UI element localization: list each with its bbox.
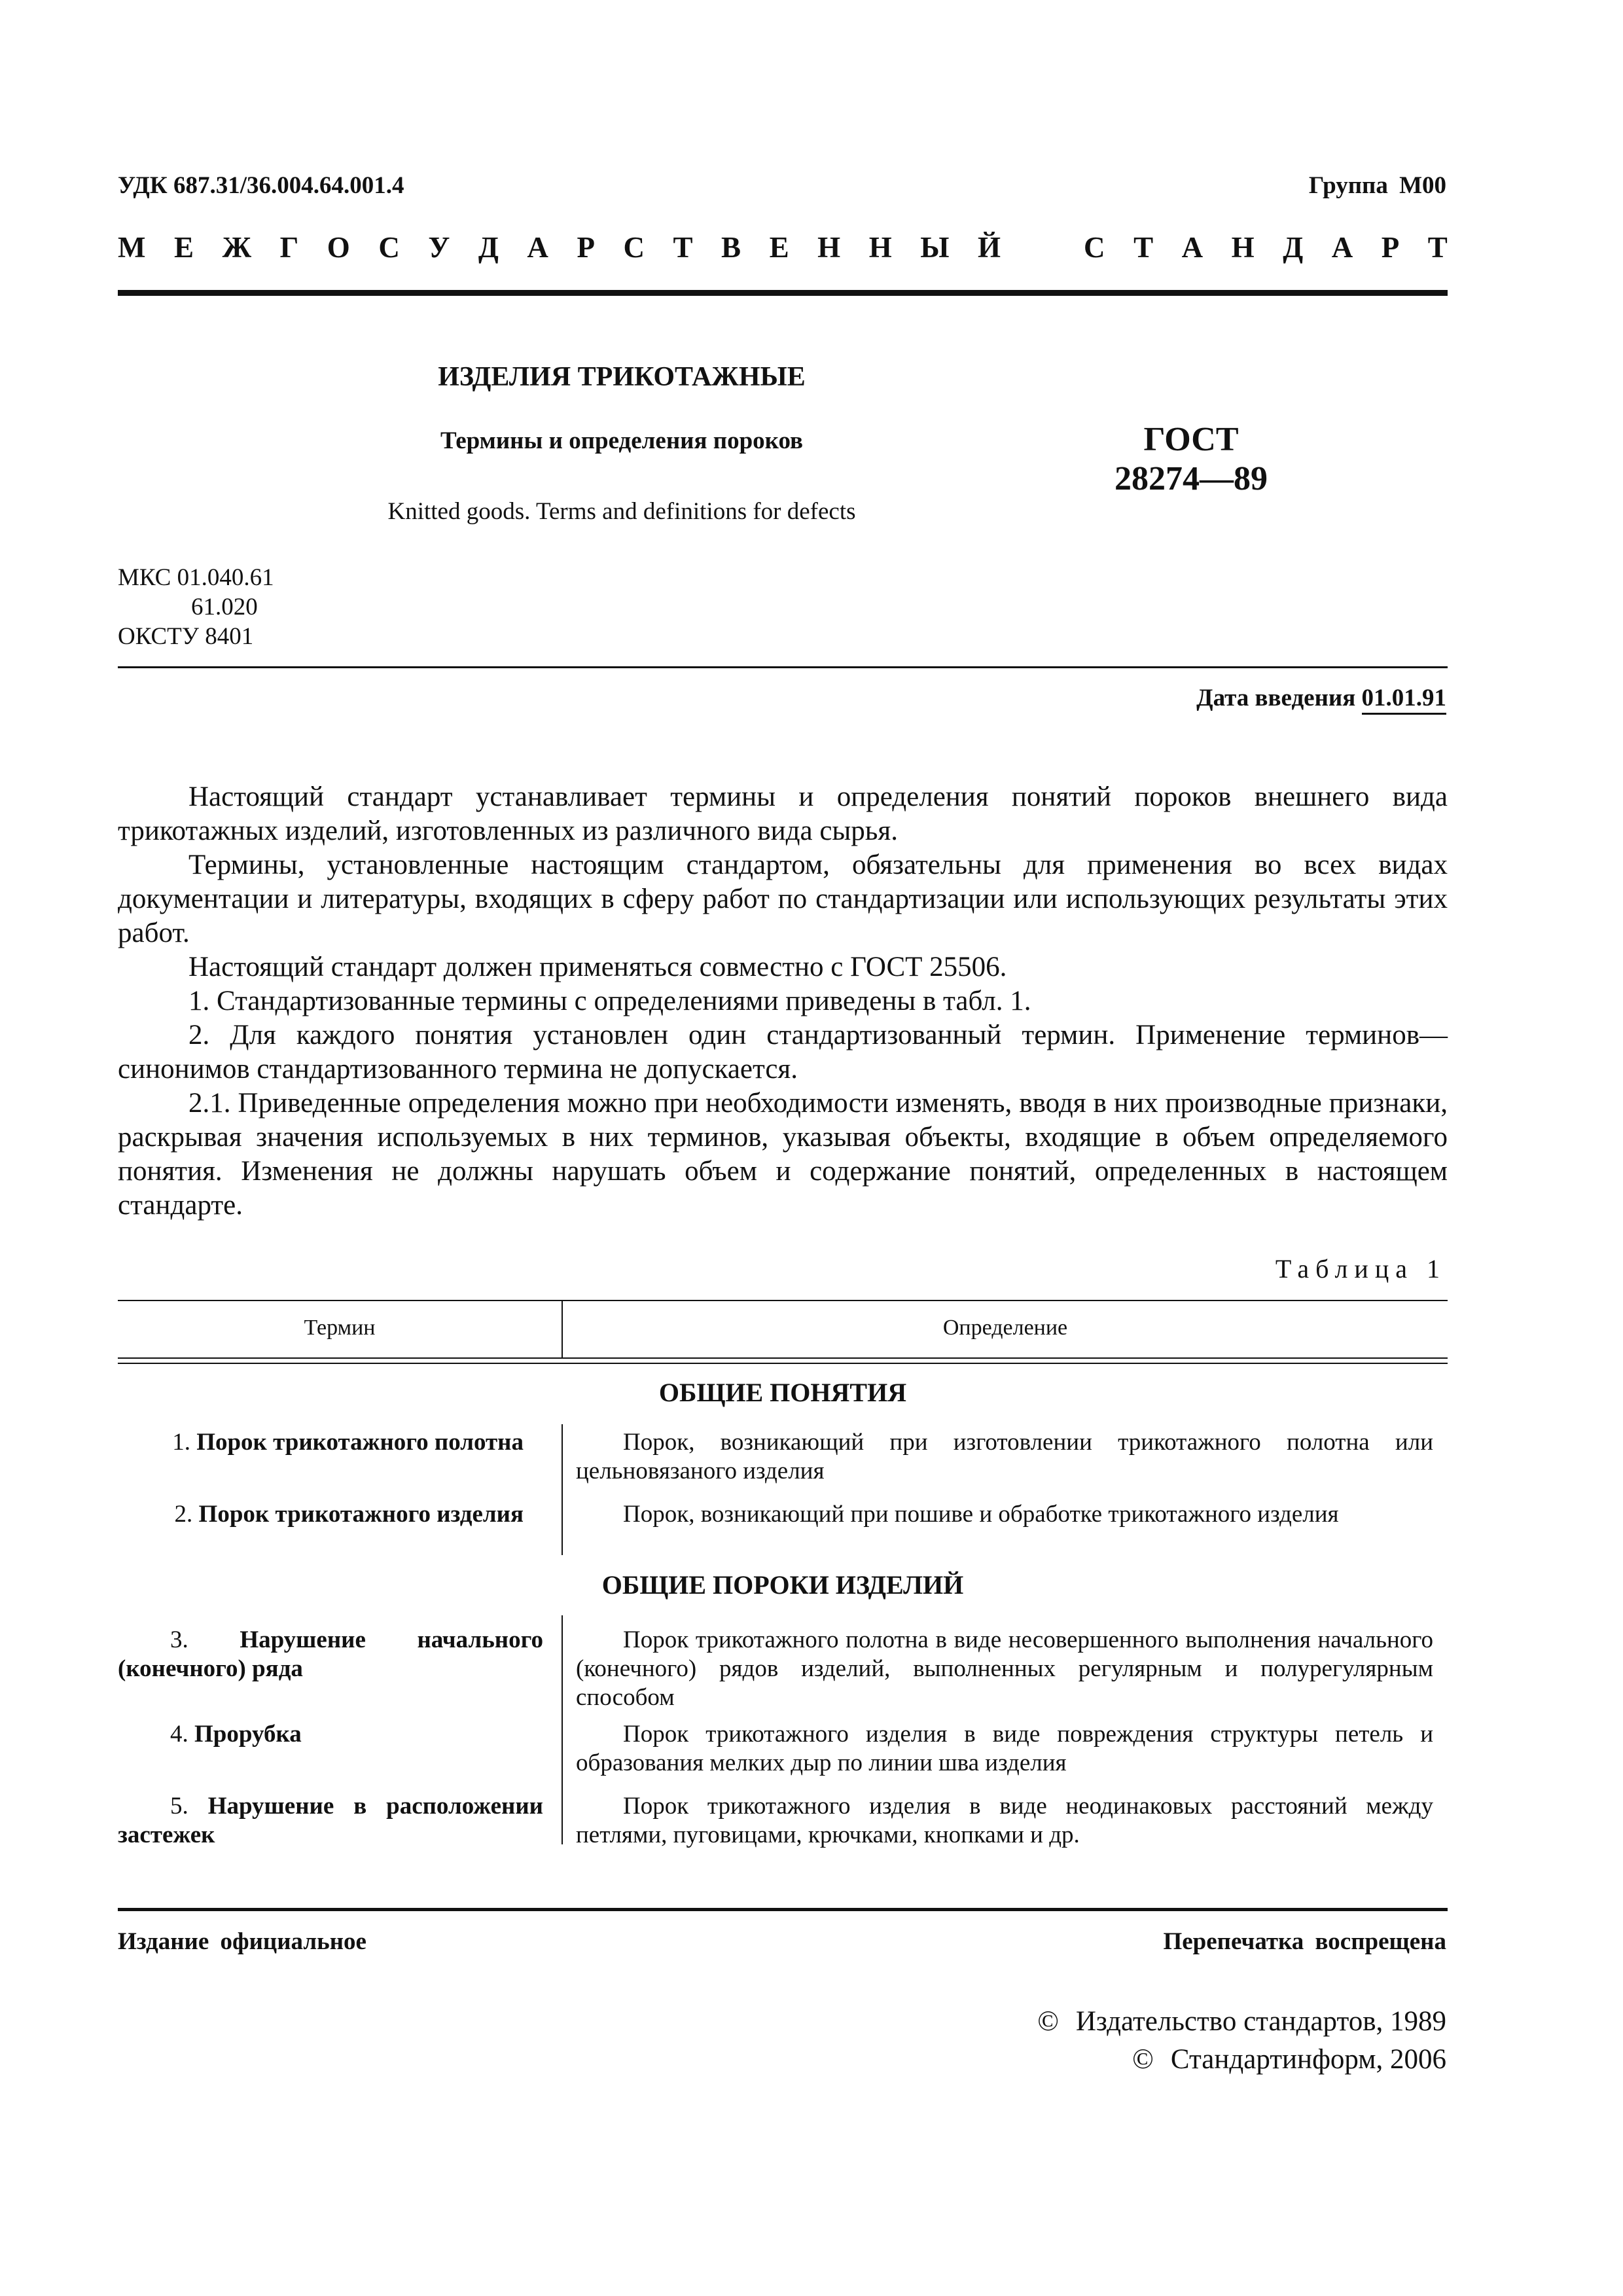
header-rule-2 <box>118 1363 1448 1364</box>
table-caption: Таблица 1 <box>1275 1254 1446 1283</box>
date-label: Дата введения <box>1196 685 1356 711</box>
edition-note: Издание официальное <box>118 1928 366 1955</box>
header-rule <box>118 290 1448 296</box>
term-cell <box>118 1792 543 1850</box>
date-value: 01.01.91 <box>1362 685 1447 715</box>
definition-cell: Порок, возникающий при пошиве и обработке трикотажного изделия <box>623 1501 1339 1528</box>
term-name: Порок трикотажного изделия <box>198 1501 524 1528</box>
term-number: 1. <box>172 1429 190 1456</box>
term-cell <box>118 1428 543 1457</box>
term-cell <box>118 1720 543 1749</box>
okstu-code: ОКСТУ 8401 <box>118 623 254 651</box>
paragraph: 2. Для каждого понятия установлен один стандартизованный термин. Применение терминов—синонимов стандартизованного термина не допускается. <box>118 1020 1448 1085</box>
heading-letter: Д <box>1283 231 1304 264</box>
term-cell <box>118 1500 543 1529</box>
copyright-line <box>1037 2003 1446 2041</box>
header-rule-1 <box>118 1357 1448 1359</box>
document-subtitle: Термины и определения пороков <box>440 427 804 454</box>
interstate-standard-heading <box>118 230 1448 264</box>
heading-letter: А <box>1331 231 1353 264</box>
paragraph: 1. Стандартизованные термины с определениями приведены в табл. 1. <box>188 986 1031 1016</box>
heading-letter: У <box>428 231 450 264</box>
paragraph: 2.1. Приведенные определения можно при необходимости изменять, вводя в них производные признаки, раскрывая значения используемых в них терминов, указывая объекты, входящие в объем определяемого понятия. Изменения не должны нарушать объем и содержание понятий, определенных в настоящем стандарте. <box>118 1088 1448 1221</box>
definition-cell: Порок трикотажного изделия в виде повреждения структуры петель и образования мелких дыр по линии шва изделия <box>576 1721 1433 1776</box>
heading-letter: С <box>1084 231 1105 264</box>
term-name: Нарушение начального (конечного) ряда <box>118 1626 544 1682</box>
copyright-icon: © <box>1037 2006 1059 2037</box>
mks-code-secondary: 61.020 <box>191 594 258 621</box>
heading-letter: О <box>327 231 350 264</box>
definition-cell: Порок трикотажного изделия в виде неодинаковых расстояний между петлями, пуговицами, крючками, кнопками и др. <box>576 1793 1433 1848</box>
column-header-definition: Определение <box>942 1316 1068 1340</box>
definition-cell: Порок трикотажного полотна в виде несовершенного выполнения начального (конечного) рядов изделий, выполненных регулярным и полурегулярным способом <box>576 1626 1433 1711</box>
document-title: ИЗДЕЛИЯ ТРИКОТАЖНЫЕ <box>438 362 806 392</box>
heading-letter: В <box>721 231 741 264</box>
heading-letter: Й <box>977 231 1001 264</box>
body-text <box>118 780 1448 1223</box>
term-name: Прорубка <box>194 1721 302 1748</box>
term-cell <box>118 1626 543 1683</box>
gost-number: 28274—89 <box>1115 459 1268 497</box>
classifier-rule <box>118 666 1448 668</box>
heading-letter: Н <box>817 231 841 264</box>
column-header-term: Термин <box>304 1316 376 1340</box>
heading-letter: Ж <box>222 231 252 264</box>
copyright-text: Издательство стандартов, 1989 <box>1075 2006 1446 2037</box>
term-name: Нарушение в расположении застежек <box>118 1793 543 1848</box>
heading-letter: Т <box>1427 231 1448 264</box>
mks-code: МКС 01.040.61 <box>118 564 274 591</box>
gost-designation <box>1073 420 1309 499</box>
classifier-codes <box>118 563 274 651</box>
heading-letter: А <box>1181 231 1204 264</box>
heading-letter: Г <box>279 231 299 264</box>
gost-label: ГОСТ <box>1143 421 1239 458</box>
heading-letter: С <box>623 231 645 264</box>
paragraph: Настоящий стандарт должен применяться совместно с ГОСТ 25506. <box>188 952 1007 982</box>
heading-letter: Д <box>478 231 499 264</box>
column-divider <box>562 1424 563 1555</box>
heading-letter <box>1029 230 1056 264</box>
term-number: 2. <box>174 1501 193 1528</box>
term-number: 5. <box>170 1793 188 1820</box>
heading-letter: Р <box>577 231 595 264</box>
copyright-line <box>1037 2041 1446 2079</box>
paragraph: Настоящий стандарт устанавливает термины и определения понятий пороков внешнего вида трикотажных изделий, изготовленных из различного вида сырья. <box>118 781 1448 846</box>
heading-letter: Е <box>174 231 194 264</box>
heading-letter: М <box>118 231 146 264</box>
term-number: 3. <box>170 1626 188 1653</box>
heading-letter: Н <box>868 231 892 264</box>
copyright-text: Стандартинформ, 2006 <box>1170 2044 1446 2075</box>
column-divider <box>562 1615 563 1844</box>
heading-letter: А <box>527 231 548 264</box>
reprint-note: Перепечатка воспрещена <box>1163 1928 1446 1955</box>
definition-cell: Порок, возникающий при изготовлении трикотажного полотна или цельновязаного изделия <box>576 1429 1433 1484</box>
copyright-block <box>1037 2003 1446 2079</box>
section-heading: ОБЩИЕ ПОРОКИ ИЗДЕЛИЙ <box>601 1570 964 1600</box>
heading-letter: Ы <box>920 231 950 264</box>
term-number: 4. <box>170 1721 188 1748</box>
english-title: Knitted goods. Terms and definitions for defects <box>387 498 856 525</box>
heading-letter: Т <box>673 231 693 264</box>
copyright-icon: © <box>1132 2044 1154 2075</box>
footer-rule <box>118 1908 1448 1911</box>
group-code: Группа М00 <box>1308 172 1446 199</box>
heading-letter: Е <box>769 231 789 264</box>
heading-letter: Н <box>1231 231 1255 264</box>
term-name: Порок трикотажного полотна <box>196 1429 524 1456</box>
heading-letter: С <box>378 231 400 264</box>
heading-letter: Р <box>1381 231 1400 264</box>
section-heading: ОБЩИЕ ПОНЯТИЯ <box>658 1378 907 1407</box>
udk-code: УДК 687.31/36.004.64.001.4 <box>118 172 404 199</box>
heading-letter: Т <box>1133 231 1154 264</box>
introduction-date <box>1196 684 1446 712</box>
paragraph: Термины, установленные настоящим стандартом, обязательны для применения во всех видах документации и литературы, входящих в сферу работ по стандартизации или использующих результаты этих работ. <box>118 850 1448 948</box>
table-top-rule <box>118 1300 1448 1301</box>
